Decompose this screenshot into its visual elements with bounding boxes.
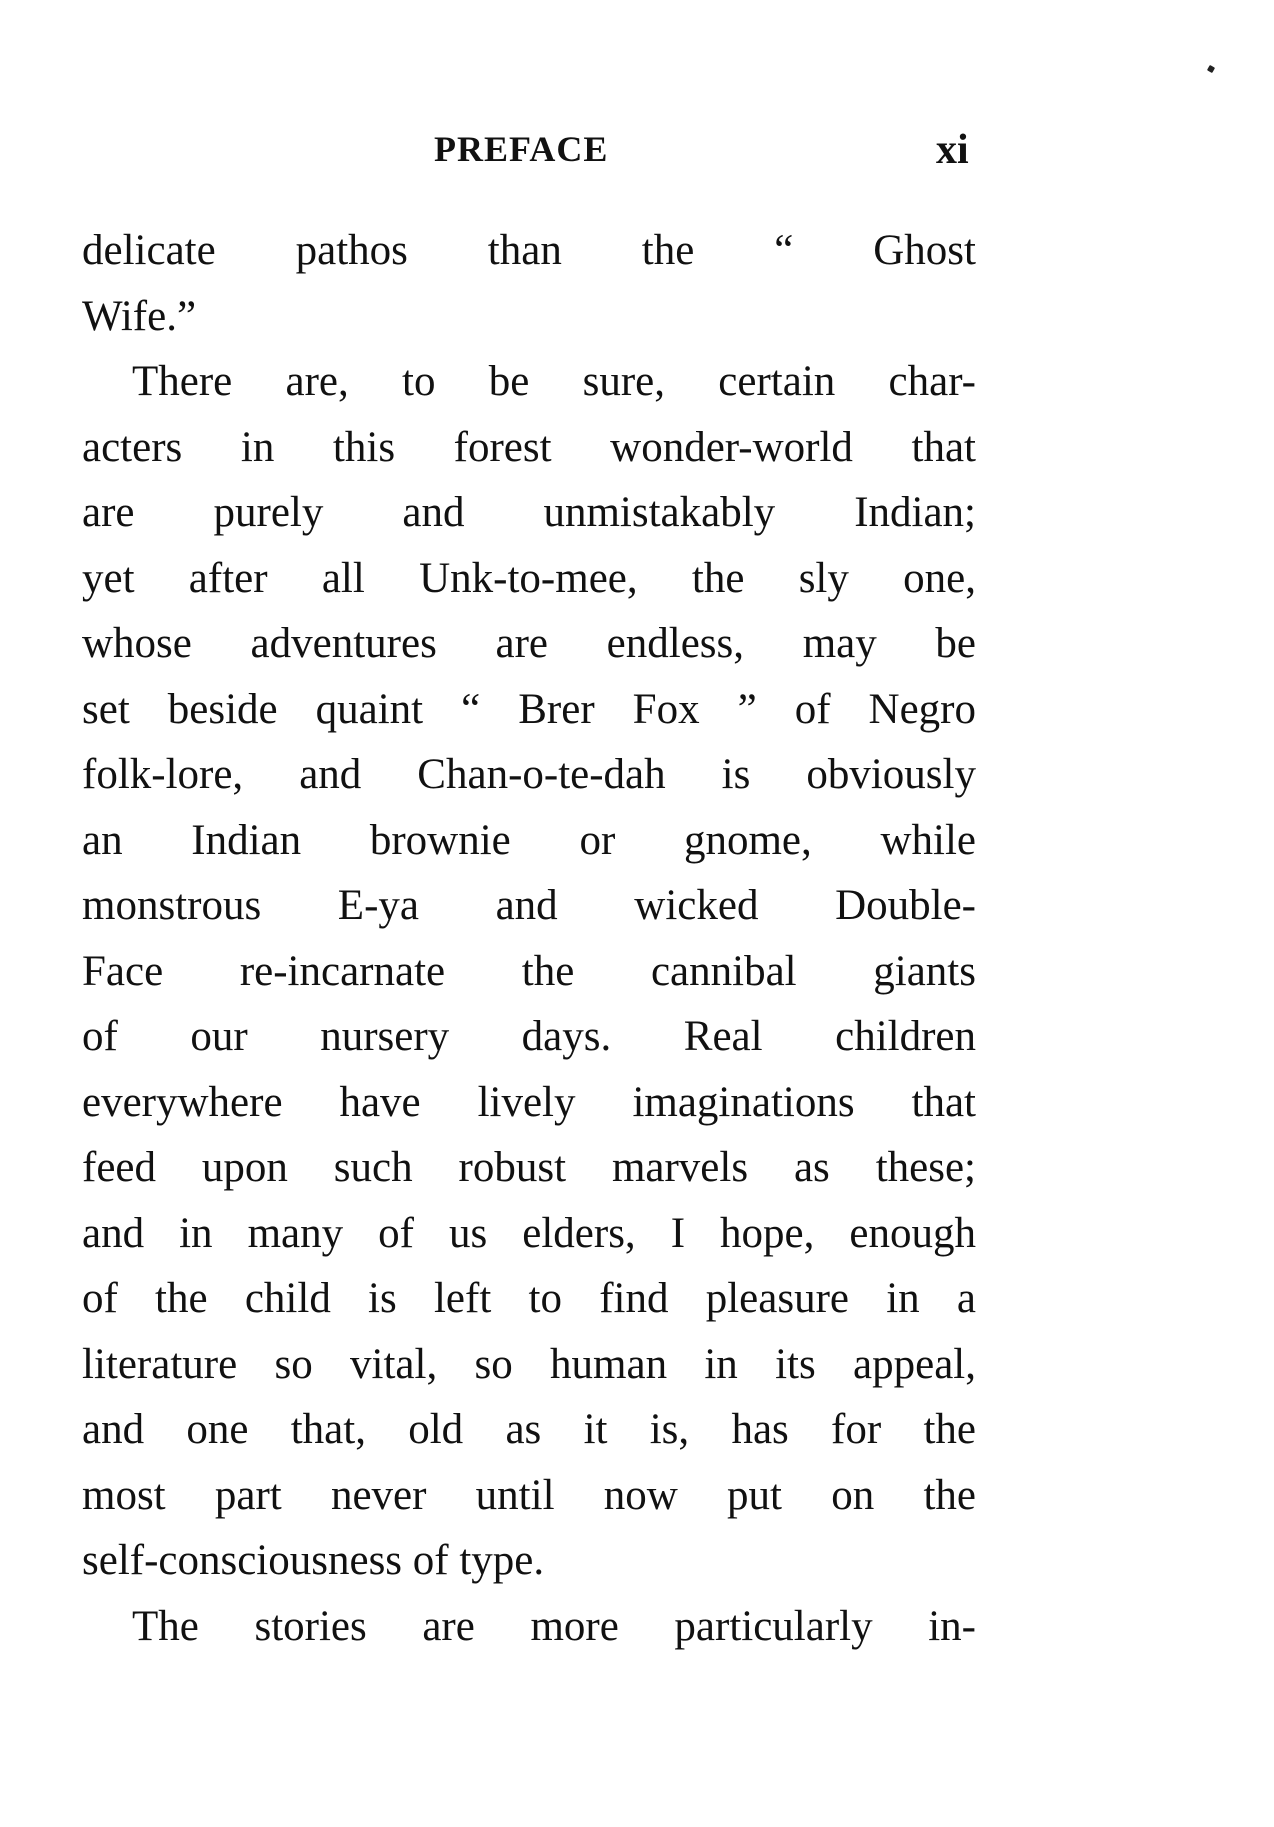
running-title: PREFACE	[434, 129, 609, 169]
page-header	[0, 128, 1274, 178]
text-line: whose adventures are endless, may be	[82, 620, 976, 667]
text-line: self-consciousness of type.	[82, 1537, 545, 1584]
text-line: Face re-incarnate the cannibal giants	[82, 947, 976, 995]
page-number: xi	[936, 127, 969, 173]
text-line: monstrous E-ya and wicked Double-	[82, 882, 976, 929]
text-line: and in many of us elders, I hope, enough	[82, 1209, 976, 1257]
text-line: of our nursery days. Real children	[82, 1013, 976, 1060]
text-line: most part never until now put on the	[82, 1471, 976, 1519]
text-line: of the child is left to find pleasure in a	[82, 1275, 976, 1322]
text-line: acters in this forest wonder-world that	[82, 423, 976, 471]
text-line: are purely and unmistakably Indian;	[82, 489, 976, 536]
text-line: folk-lore, and Chan-o-te-dah is obviously	[82, 751, 976, 798]
text-line: There are, to be sure, certain char-	[132, 358, 976, 405]
text-line: everywhere have lively imaginations that	[82, 1078, 976, 1126]
text-line: yet after all Unk-to-mee, the sly one,	[82, 554, 976, 602]
text-line: Wife.”	[82, 292, 197, 340]
ink-speck	[1207, 65, 1215, 73]
text-line: literature so vital, so human in its appeal,	[82, 1340, 976, 1388]
text-line: feed upon such robust marvels as these;	[82, 1144, 976, 1191]
text-line: an Indian brownie or gnome, while	[82, 816, 976, 864]
text-line: delicate pathos than the “ Ghost	[82, 227, 976, 274]
text-line: set beside quaint “ Brer Fox ” of Negro	[82, 685, 976, 733]
text-line: and one that, old as it is, has for the	[82, 1406, 976, 1453]
text-line: The stories are more particularly in-	[132, 1602, 976, 1650]
body-text	[82, 218, 976, 1659]
